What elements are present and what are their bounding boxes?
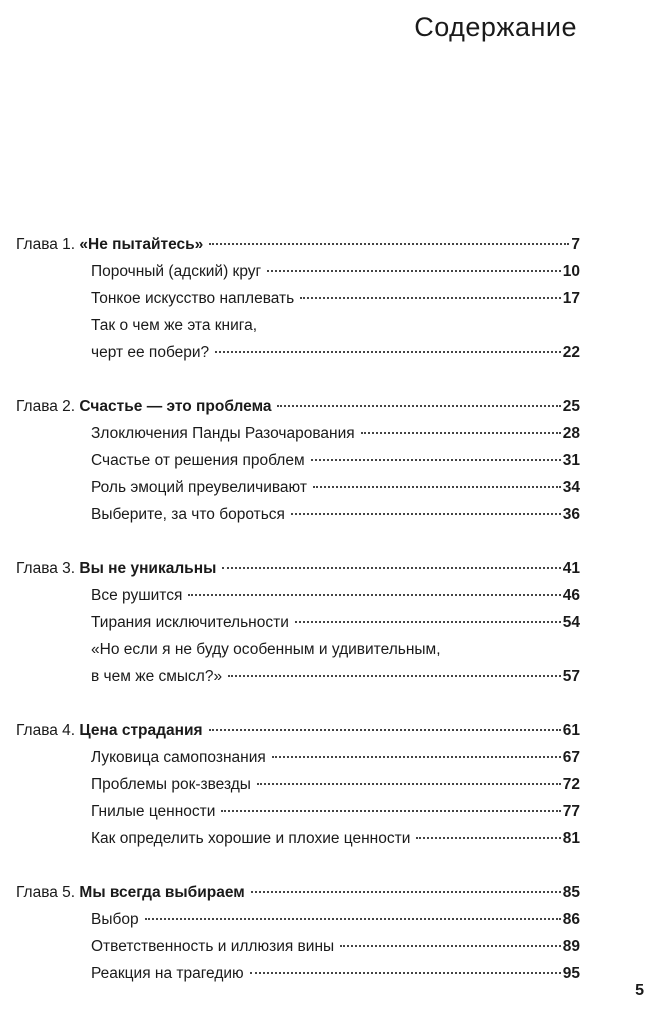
chapter-3	[16, 555, 580, 690]
page-ref: 41	[562, 560, 580, 577]
page-ref: 86	[562, 911, 580, 928]
dot-leader	[251, 891, 561, 893]
section-entry[interactable]	[16, 744, 580, 771]
section-title: Ответственность и иллюзия вины	[91, 938, 335, 955]
section-entry[interactable]	[16, 474, 580, 501]
chapter-title: Счастье — это проблема	[79, 398, 272, 415]
chapter-title: Вы не уникальны	[79, 560, 217, 577]
dot-leader	[340, 945, 561, 947]
section-title: Гнилые ценности	[91, 803, 216, 820]
section-title: черт ее побери?	[91, 344, 210, 361]
page-ref: 10	[562, 263, 580, 280]
section-title: Как определить хорошие и плохие ценности	[91, 830, 411, 847]
section-title: Все рушится	[91, 587, 183, 604]
section-title: Порочный (адский) круг	[91, 263, 262, 280]
page-ref: 28	[562, 425, 580, 442]
chapter-title: «Не пытайтесь»	[79, 236, 204, 253]
section-title: Так о чем же эта книга,	[91, 317, 258, 334]
chapter-prefix: Глава 5.	[16, 884, 76, 901]
page-ref: 7	[571, 236, 580, 253]
dot-leader	[228, 675, 561, 677]
chapter-4	[16, 717, 580, 852]
page-ref: 46	[562, 587, 580, 604]
section-title: Луковица самопознания	[91, 749, 266, 766]
chapter-prefix: Глава 1.	[16, 236, 76, 253]
section-entry[interactable]	[16, 798, 580, 825]
section-title: «Но если я не буду особенным и удивительным,	[91, 641, 441, 658]
section-title: Тонкое искусство наплевать	[91, 290, 295, 307]
section-title: Злоключения Панды Разочарования	[91, 425, 355, 442]
dot-leader	[416, 837, 560, 839]
page-ref: 95	[562, 965, 580, 982]
dot-leader	[222, 567, 560, 569]
section-title: Счастье от решения проблем	[91, 452, 305, 469]
page-ref: 25	[562, 398, 580, 415]
section-entry[interactable]	[16, 771, 580, 798]
dot-leader	[267, 270, 561, 272]
page-ref: 67	[562, 749, 580, 766]
page-ref: 77	[562, 803, 580, 820]
chapter-entry[interactable]	[16, 393, 580, 420]
chapter-prefix: Глава 2.	[16, 398, 76, 415]
page-ref: 22	[562, 344, 580, 361]
page-ref: 34	[562, 479, 580, 496]
section-entry[interactable]	[16, 960, 580, 987]
dot-leader	[188, 594, 560, 596]
section-title: Проблемы рок-звезды	[91, 776, 251, 793]
page-title: Содержание	[414, 12, 577, 42]
section-entry[interactable]	[16, 582, 580, 609]
section-entry[interactable]	[16, 501, 580, 528]
dot-leader	[311, 459, 561, 461]
section-entry[interactable]	[16, 636, 580, 663]
section-entry[interactable]	[16, 339, 580, 366]
section-title: в чем же смысл?»	[91, 668, 223, 685]
dot-leader	[215, 351, 561, 353]
section-title: Выберите, за что бороться	[91, 506, 285, 523]
page-ref: 61	[562, 722, 580, 739]
section-title: Реакция на трагедию	[91, 965, 244, 982]
page-ref: 72	[562, 776, 580, 793]
section-title: Роль эмоций преувеличивают	[91, 479, 307, 496]
page-ref: 57	[562, 668, 580, 685]
section-entry[interactable]	[16, 312, 580, 339]
section-entry[interactable]	[16, 609, 580, 636]
chapter-entry[interactable]	[16, 231, 580, 258]
page-ref: 54	[562, 614, 580, 631]
chapter-prefix: Глава 4.	[16, 722, 76, 739]
dot-leader	[272, 756, 561, 758]
dot-leader	[313, 486, 561, 488]
section-entry[interactable]	[16, 285, 580, 312]
section-entry[interactable]	[16, 447, 580, 474]
page-ref: 85	[562, 884, 580, 901]
chapter-2	[16, 393, 580, 528]
page-ref: 89	[562, 938, 580, 955]
page-ref: 31	[562, 452, 580, 469]
page-ref: 17	[562, 290, 580, 307]
dot-leader	[209, 243, 569, 245]
dot-leader	[209, 729, 561, 731]
page-number: 5	[635, 982, 644, 999]
dot-leader	[277, 405, 560, 407]
chapter-1	[16, 231, 580, 366]
chapter-entry[interactable]	[16, 879, 580, 906]
dot-leader	[361, 432, 561, 434]
section-entry[interactable]	[16, 258, 580, 285]
section-entry[interactable]	[16, 663, 580, 690]
section-title: Тирания исключительности	[91, 614, 289, 631]
chapter-title: Цена страдания	[79, 722, 203, 739]
chapter-title: Мы всегда выбираем	[79, 884, 245, 901]
table-of-contents	[16, 231, 580, 1014]
dot-leader	[145, 918, 561, 920]
page-ref: 81	[562, 830, 580, 847]
section-title: Выбор	[91, 911, 139, 928]
section-entry[interactable]	[16, 420, 580, 447]
page-ref: 36	[562, 506, 580, 523]
section-entry[interactable]	[16, 933, 580, 960]
section-entry[interactable]	[16, 906, 580, 933]
dot-leader	[250, 972, 561, 974]
chapter-entry[interactable]	[16, 555, 580, 582]
chapter-entry[interactable]	[16, 717, 580, 744]
dot-leader	[291, 513, 561, 515]
dot-leader	[257, 783, 561, 785]
chapter-5	[16, 879, 580, 987]
chapter-prefix: Глава 3.	[16, 560, 76, 577]
dot-leader	[295, 621, 561, 623]
dot-leader	[221, 810, 560, 812]
dot-leader	[300, 297, 561, 299]
section-entry[interactable]	[16, 825, 580, 852]
